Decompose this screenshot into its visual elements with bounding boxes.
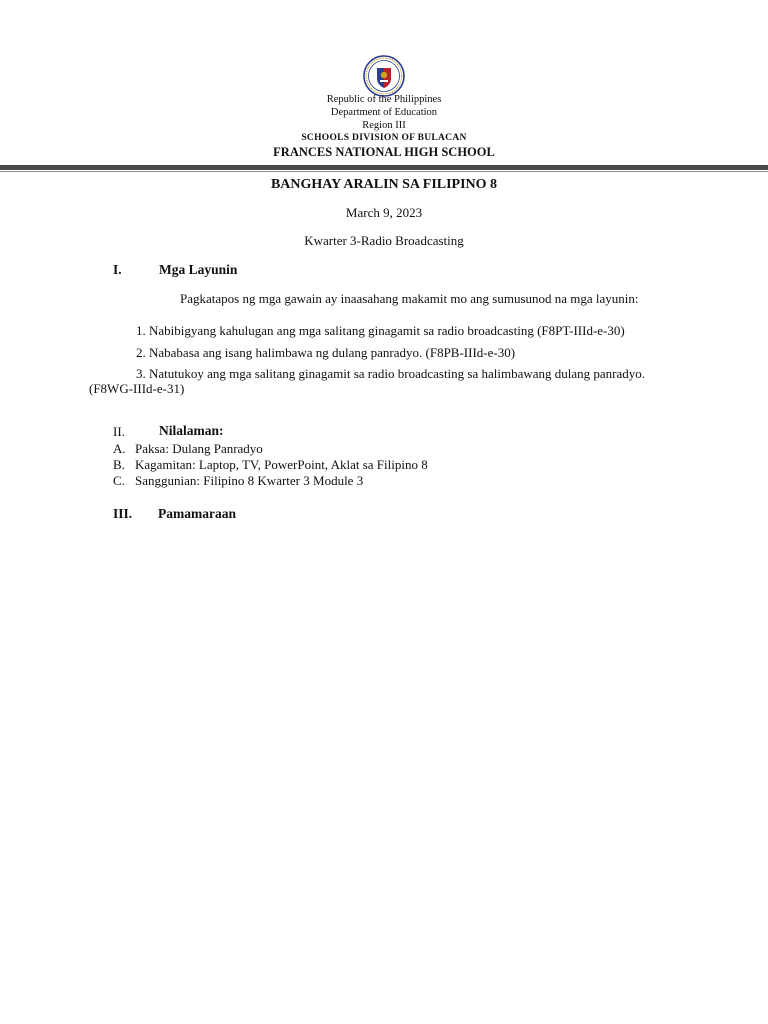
document-quarter: Kwarter 3-Radio Broadcasting — [304, 233, 464, 248]
content-item-b-letter: B. — [113, 457, 125, 472]
document-title: BANGHAY ARALIN SA FILIPINO 8 — [270, 177, 498, 192]
objective-3: 3. Natutukoy ang mga salitang ginagamit sa radio broadcasting sa halimbawang dulang panradyo. — [136, 366, 646, 381]
header-republic: Republic of the Philippines — [326, 94, 442, 105]
header-divider-thin — [0, 171, 768, 172]
content-item-b: Kagamitan: Laptop, TV, PowerPoint, Aklat sa Filipino 8 — [135, 457, 428, 472]
section-2-heading: Nilalaman: — [159, 423, 224, 438]
section-2-number: II. — [113, 424, 125, 439]
deped-seal-icon — [363, 55, 405, 97]
section-3-heading: Pamamaraan — [158, 506, 236, 521]
objective-1: 1. Nabibigyang kahulugan ang mga salitang ginagamit sa radio broadcasting (F8PT-IIId-e-30) — [136, 323, 625, 338]
header-region: Region III — [362, 120, 406, 131]
content-item-c: Sanggunian: Filipino 8 Kwarter 3 Module 3 — [135, 473, 364, 488]
content-item-a-letter: A. — [113, 441, 126, 456]
section-1-heading: Mga Layunin — [159, 262, 238, 277]
header-department: Department of Education — [330, 107, 438, 118]
header-division: SCHOOLS DIVISION OF BULACAN — [301, 133, 467, 143]
section-1-number: I. — [113, 262, 122, 277]
content-item-a: Paksa: Dulang Panradyo — [135, 441, 263, 456]
header-school: FRANCES NATIONAL HIGH SCHOOL — [273, 145, 495, 159]
objective-3-code: (F8WG-IIId-e-31) — [89, 381, 185, 396]
objectives-intro: Pagkatapos ng mga gawain ay inaasahang makamit mo ang sumusunod na mga layunin: — [180, 291, 639, 306]
content-item-c-letter: C. — [113, 473, 125, 488]
section-3-number: III. — [113, 506, 133, 521]
objective-2: 2. Nababasa ang isang halimbawa ng dulang panradyo. (F8PB-IIId-e-30) — [136, 345, 516, 360]
header-divider — [0, 165, 768, 170]
document-date: March 9, 2023 — [345, 205, 423, 220]
